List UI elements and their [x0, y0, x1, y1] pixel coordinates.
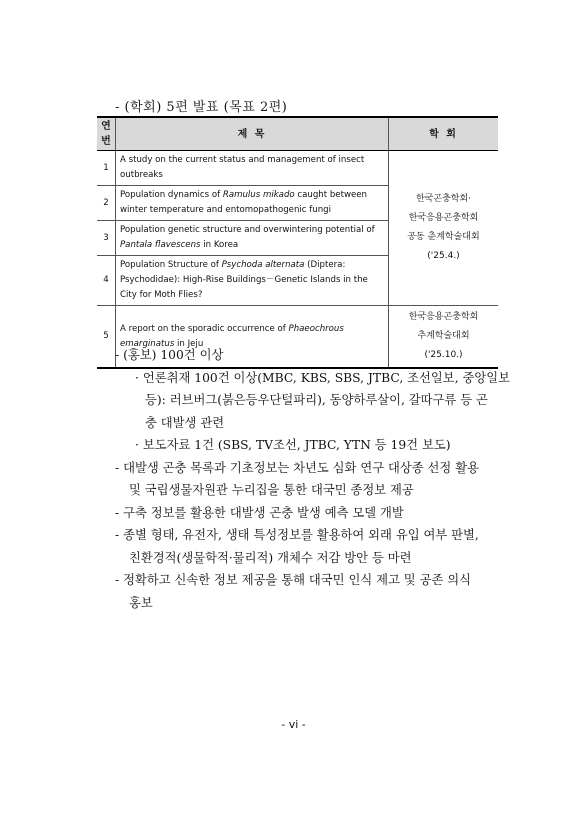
conference-line: 한국응용곤충학회	[408, 213, 479, 223]
conference-line: 한국응용곤충학회	[408, 312, 479, 322]
row-number: 3	[97, 221, 116, 256]
table-body	[97, 151, 498, 369]
conference-line: ('25.4.)	[427, 251, 460, 261]
publication-table	[97, 116, 498, 369]
bullet-line: 충 대발생 관련	[145, 415, 225, 430]
title-text: caught between winter temperature and entomopathogenic fungi	[120, 190, 368, 215]
header-number: 연번	[97, 117, 116, 151]
row-title	[116, 186, 389, 221]
row-number: 4	[97, 256, 116, 306]
conference-line: 추계학술대회	[417, 331, 470, 341]
header-conference: 학 회	[389, 117, 499, 151]
title-text: (Diptera: Psychodidae): High-Rise Buildings－Genetic Islands in the City for Moth Flies?	[120, 260, 368, 300]
title-text: A report on the sporadic occurrence of	[120, 323, 289, 334]
page-number: - vi -	[281, 718, 306, 731]
title-text: in Korea	[200, 240, 239, 250]
species-name: Psychoda alternata	[221, 260, 305, 270]
bullet-line: 및 국립생물자원관 누리집을 통한 대국민 종정보 제공	[129, 483, 414, 497]
header-title: 제 목	[116, 117, 389, 151]
row-number: 5	[97, 306, 116, 369]
conference-line: ('25.10.)	[424, 350, 463, 360]
bullet-line: · 언론취재 100건 이상(MBC, KBS, SBS, JTBC, 조선일보, 중앙일보	[135, 370, 511, 385]
species-name: Phaeochrous emarginatus	[120, 323, 344, 349]
bullet-line: 홍보	[129, 595, 153, 610]
bullet-line: 친환경적(생물학적·물리적) 개체수 저감 방안 등 마련	[129, 550, 412, 565]
bullet-line: · 보도자료 1건 (SBS, TV조선, JTBC, YTN 등 19건 보도)	[135, 438, 451, 452]
title-text: Population Structure of	[120, 260, 222, 270]
row-title	[116, 256, 389, 306]
row-conference	[389, 151, 499, 306]
bullet-line: 등): 러브버그(붉은등우단털파리), 동양하루살이, 갈따구류 등 곤	[145, 393, 488, 407]
bullet-line: - (홍보) 100건 이상	[115, 348, 224, 362]
section-title: - (학회) 5편 발표 (목표 2편)	[115, 100, 288, 115]
title-text: A study on the current status and management of insect outbreaks	[120, 155, 365, 180]
row-title	[116, 151, 389, 186]
title-text: Population genetic structure and overwintering potential of	[120, 225, 375, 235]
title-text: in Jeju	[174, 338, 204, 349]
row-number: 2	[97, 186, 116, 221]
conference-line: 한국곤충학회·	[415, 194, 472, 204]
species-name: Ramulus mikado	[222, 190, 295, 200]
title-text: Population dynamics of	[120, 190, 223, 200]
bullet-line: - 정확하고 신속한 정보 제공을 통해 대국민 인식 제고 및 공존 의식	[115, 573, 472, 587]
bullet-line: - 종별 형태, 유전자, 생태 특성정보를 활용하여 외래 유입 여부 판별,	[115, 528, 479, 542]
promotion-bullets	[115, 344, 511, 614]
row-number: 1	[97, 151, 116, 186]
species-name: Pantala flavescens	[120, 240, 201, 250]
bullet-line: - 구축 정보를 활용한 대발생 곤충 발생 예측 모델 개발	[115, 505, 404, 520]
conference-line: 공동 춘계학술대회	[407, 232, 480, 242]
table-header-row	[97, 117, 498, 151]
table-row	[97, 151, 498, 186]
bullet-line: - 대발생 곤충 목록과 기초정보는 차년도 심화 연구 대상종 선정 활용	[115, 460, 479, 475]
row-title	[116, 221, 389, 256]
